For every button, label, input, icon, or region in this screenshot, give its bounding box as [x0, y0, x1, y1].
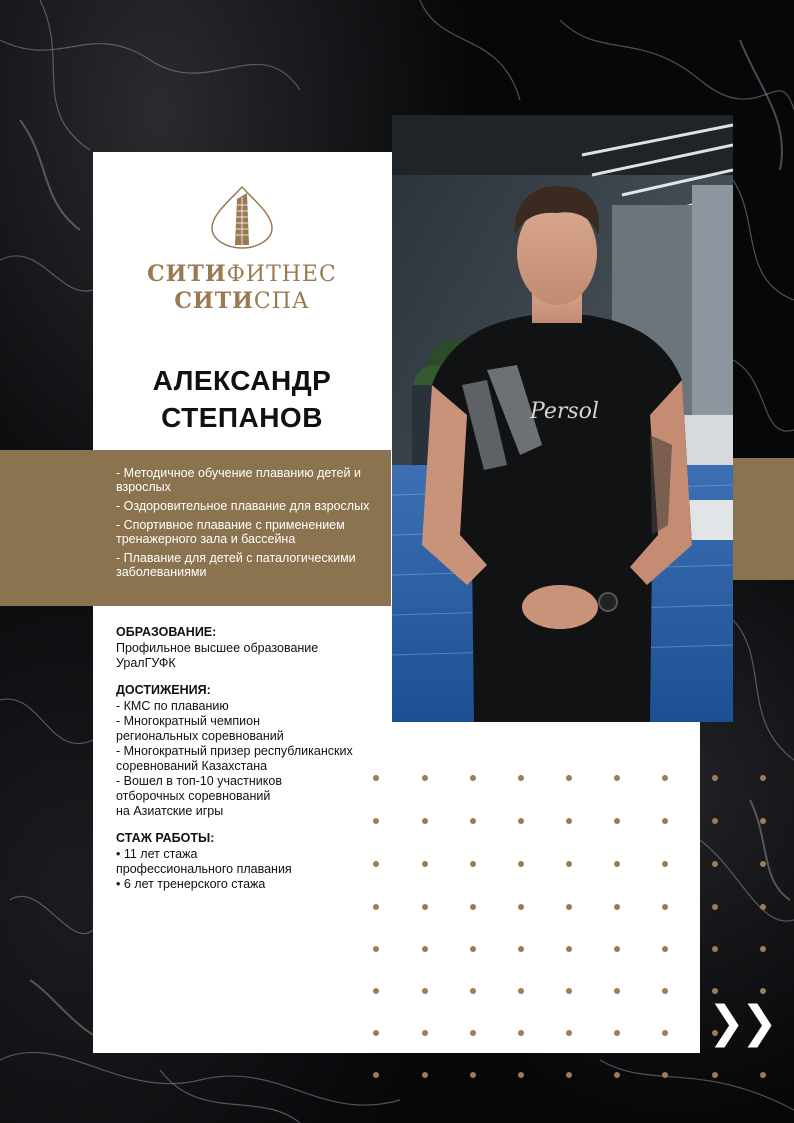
decor-dot [760, 818, 766, 824]
decor-dot [712, 904, 718, 910]
decor-dot [662, 1072, 668, 1078]
decor-dot [422, 988, 428, 994]
service-item: - Спортивное плавание с применением тренажерного зала и бассейна [116, 518, 345, 546]
trainer-photo [392, 115, 733, 722]
decor-dot [518, 861, 524, 867]
trainer-name [93, 362, 391, 436]
decor-dot [662, 775, 668, 781]
achievement-line: - Многократный чемпион [116, 714, 260, 728]
decor-dot [373, 1072, 379, 1078]
decor-dot [614, 1072, 620, 1078]
decor-dot [470, 904, 476, 910]
decor-dot [422, 818, 428, 824]
decor-dot [470, 861, 476, 867]
decor-dot [662, 904, 668, 910]
decor-dot [373, 904, 379, 910]
decor-dot [712, 988, 718, 994]
accent-band-right [733, 458, 794, 580]
service-item: - Оздоровительное плавание для взрослых [116, 499, 370, 513]
decor-dot [470, 988, 476, 994]
decor-dot [614, 904, 620, 910]
achievement-line: - Многократный призер республиканских [116, 744, 353, 758]
decor-dot [470, 946, 476, 952]
decor-dot [760, 946, 766, 952]
experience-line: • 6 лет тренерского стажа [116, 877, 266, 891]
decor-dot [662, 818, 668, 824]
decor-dot [373, 988, 379, 994]
decor-dot [518, 946, 524, 952]
decor-dot [614, 775, 620, 781]
experience-line: профессионального плавания [116, 862, 292, 876]
decor-dot [566, 775, 572, 781]
education-section [116, 625, 386, 671]
decor-dot [712, 946, 718, 952]
decor-dot [760, 988, 766, 994]
achievement-line: - Вошел в топ-10 участников [116, 774, 282, 788]
decor-dot [712, 1072, 718, 1078]
decor-dot [422, 1030, 428, 1036]
decor-dot [566, 861, 572, 867]
decor-dot [518, 904, 524, 910]
decor-dot [566, 818, 572, 824]
decor-dot [614, 861, 620, 867]
brand-line-spa [93, 288, 391, 315]
education-line: УралГУФК [116, 656, 176, 670]
decor-dot [614, 988, 620, 994]
achievements-section [116, 683, 386, 819]
decor-dot [614, 946, 620, 952]
achievement-line: на Азиатские игры [116, 804, 224, 818]
decor-dot [712, 818, 718, 824]
services-list [116, 466, 386, 584]
service-item: - Методичное обучение плаванию детей и взрослых [116, 466, 361, 494]
tower-drop-logo-icon [209, 185, 275, 249]
achievement-line: региональных соревнований [116, 729, 284, 743]
education-line: Профильное высшее образование [116, 641, 319, 655]
education-title: ОБРАЗОВАНИЕ: [116, 625, 217, 639]
decor-dot [470, 1072, 476, 1078]
decor-dot [518, 988, 524, 994]
decor-dot [470, 775, 476, 781]
decor-dot [373, 946, 379, 952]
shirt-print-text: Persol [530, 399, 599, 424]
experience-line: • 11 лет стажа [116, 847, 198, 861]
decor-dot [518, 775, 524, 781]
trainer-info [116, 625, 386, 904]
decor-dot [518, 818, 524, 824]
achievement-line: - КМС по плаванию [116, 699, 229, 713]
decor-dot [373, 818, 379, 824]
decor-dot [662, 946, 668, 952]
trainer-first-name: АЛЕКСАНДР [152, 365, 332, 396]
decor-dot [662, 988, 668, 994]
decor-dot [566, 946, 572, 952]
experience-title: СТАЖ РАБОТЫ: [116, 831, 215, 845]
decor-dot [566, 1072, 572, 1078]
brand-line-fitness [93, 261, 391, 288]
decor-dot [760, 904, 766, 910]
brand-logo [93, 185, 391, 315]
decor-dot [422, 1072, 428, 1078]
trainer-last-name: СТЕПАНОВ [161, 402, 323, 433]
decor-dot [422, 775, 428, 781]
decor-dot [373, 1030, 379, 1036]
decor-dot [470, 1030, 476, 1036]
decor-dot [422, 946, 428, 952]
decor-dot [373, 775, 379, 781]
decor-dot [518, 1072, 524, 1078]
achievements-title: ДОСТИЖЕНИЯ: [116, 683, 211, 697]
brand-word-fitness: ФИТНЕС [226, 262, 337, 287]
next-page-arrows-icon[interactable]: ❯❯ [708, 998, 774, 1047]
service-item: - Плавание для детей с паталогическими заболеваниями [116, 551, 356, 579]
decor-dot [566, 1030, 572, 1036]
decor-dot [662, 861, 668, 867]
experience-section [116, 831, 386, 892]
decor-dot [422, 904, 428, 910]
decor-dot [760, 861, 766, 867]
decor-dot [518, 1030, 524, 1036]
decor-dot [712, 861, 718, 867]
decor-dot [614, 1030, 620, 1036]
decor-dot [422, 861, 428, 867]
decor-dot [760, 775, 766, 781]
decor-dot [470, 818, 476, 824]
decor-dot [373, 861, 379, 867]
brand-word-city-2: СИТИ [174, 288, 254, 314]
decor-dot [566, 904, 572, 910]
decor-dot [662, 1030, 668, 1036]
decor-dot [712, 775, 718, 781]
achievement-line: соревнований Казахстана [116, 759, 268, 773]
brand-word-city: СИТИ [147, 261, 227, 287]
decor-dot [614, 818, 620, 824]
brand-word-spa: СПА [253, 289, 310, 314]
achievement-line: отборочных соревнований [116, 789, 271, 803]
decor-dot [760, 1072, 766, 1078]
decor-dot [566, 988, 572, 994]
